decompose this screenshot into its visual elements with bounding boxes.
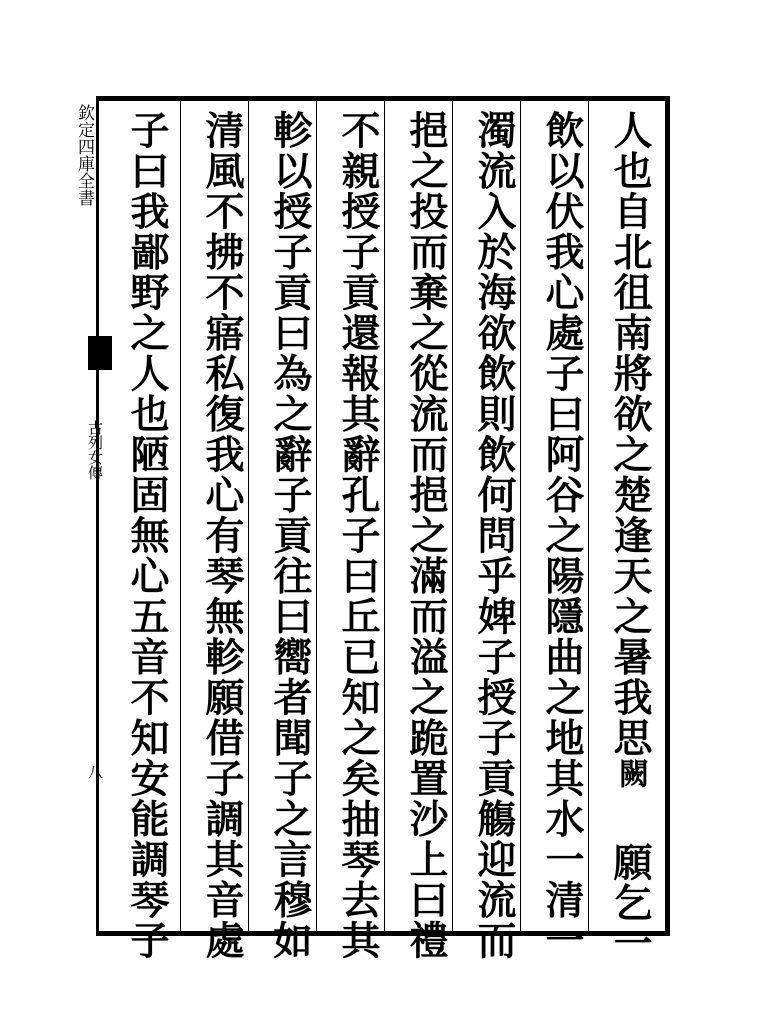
column-text: 人也自北徂南將欲之楚逢天之暑我思: [607, 110, 653, 758]
page-number: 八: [86, 764, 104, 779]
book-title: 欽定四庫全書: [74, 104, 94, 206]
column-rule: [180, 101, 181, 931]
column-tail: 願乞一: [607, 842, 653, 964]
fish-tail-mark: [88, 336, 112, 370]
text-column-2: 飲以伏我心處子曰阿谷之陽隱曲之地其水一清一: [539, 110, 585, 961]
lacuna-note: 闕: [613, 758, 648, 788]
text-column-6: 軫以授子貢曰為之辭子貢往曰嚮者聞子之言穆如: [267, 110, 313, 961]
text-column-1: [603, 110, 657, 964]
text-column-3: 濁流入於海欲飲則飲何問乎婢子授子貢觴迎流而: [471, 110, 517, 961]
chapter-title: 古列女傳: [86, 420, 104, 480]
text-column-7: 清風不拂不寤私復我心有琴無軫願借子調其音處: [199, 110, 245, 961]
text-column-8: 子曰我鄙野之人也陋固無心五音不知安能調琴子: [124, 110, 170, 961]
text-column-4: 挹之投而棄之從流而挹之滿而溢之跪置沙上曰禮: [403, 110, 449, 961]
text-column-5: 不親授子貢還報其辭孔子曰丘已知之矣抽琴去其: [335, 110, 381, 961]
